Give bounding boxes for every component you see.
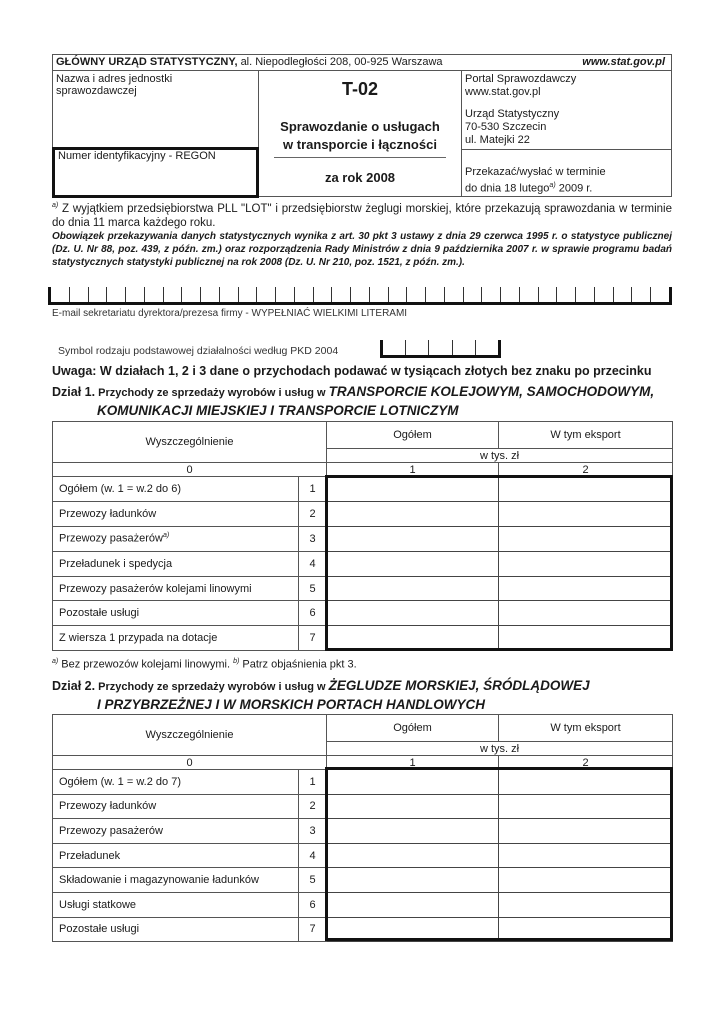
section-title: TRANSPORCIE KOLEJOWYM, SAMOCHODOWYM, [328,384,655,399]
row-label-text: Przewozy pasażerów [59,533,163,546]
divider [462,149,671,150]
section1-footnotes [52,658,357,671]
row-label [53,868,299,893]
note: Uwaga: W działach 1, 2 i 3 dane o przychodach podawać w tysiącach złotych bez znaku po przecinku [52,364,652,378]
row-label-text: Przewozy pasażerów [59,824,163,837]
unit-label: w tys. zł [327,449,673,463]
email-label: E-mail sekretariatu dyrektora/prezesa firmy - WYPEŁNIAĆ WIELKIMI LITERAMI [52,308,408,319]
pkd-label: Symbol rodzaju podstawowej działalności według PKD 2004 [58,345,339,357]
export-input[interactable] [499,576,673,601]
legal-notice: Obowiązek przekazywania danych statystycznych wynika z art. 30 pkt 3 ustawy z dnia 29 czerwca 1995 r. o statystyce publicznej (Dz. U. Nr 88, poz. 439, z późn. zm.) oraz rozporządzenia Rady Ministrów z dnia 9 października 2007 r. w sprawie programu badań statystycznych statystyki publicznej na rok 2008 (Dz. U. Nr 210, poz. 1521, z późn. zm.). [52,231,672,268]
export-input[interactable] [499,819,673,844]
comb-cell[interactable] [445,287,464,302]
row-label-text: Składowanie i magazynowanie ładunków [59,874,259,887]
comb-cell[interactable] [201,287,220,302]
comb-cell[interactable] [383,340,406,355]
col-header-export: W tym eksport [499,715,673,742]
section1-table [52,421,673,651]
comb-cell[interactable] [276,287,295,302]
row-number: 7 [299,626,327,651]
comb-cell[interactable] [314,287,333,302]
footnote-text: Z wyjątkiem przedsiębiorstwa PLL "LOT" i przedsiębiorstw żeglugi morskiej, które przekazują sprawozdania w terminie do dnia 11 marca każdego roku. [52,202,672,229]
total-input[interactable] [327,819,499,844]
unit-label: w tys. zł [327,742,673,756]
section-intro: Przychody ze sprzedaży wyrobów i usług w [95,387,329,399]
section1-heading [52,383,654,420]
form-name-line: w transporcie i łączności [283,137,437,152]
footnote-ref: a) [162,532,170,540]
row-label-text: Przewozy ładunków [59,800,157,813]
row-label [53,601,299,626]
row-number: 4 [299,843,327,868]
row-number: 5 [299,868,327,893]
comb-cell[interactable] [482,287,501,302]
divider [274,157,446,158]
section-intro: Przychody ze sprzedaży wyrobów i usług w [95,681,329,693]
col-header-total: Ogółem [327,422,499,449]
total-input[interactable] [327,917,499,942]
comb-cell[interactable] [295,287,314,302]
comb-cell[interactable] [539,287,558,302]
export-input[interactable] [499,551,673,576]
section-title: I PRZYBRZEŻNEJ I W MORSKICH PORTACH HANDLOWYCH [97,697,485,712]
export-input[interactable] [499,868,673,893]
col-index: 1 [327,463,499,477]
row-label [53,794,299,819]
deadline-date: do dnia 18 lutego [465,182,550,195]
comb-cell[interactable] [576,287,595,302]
total-input[interactable] [327,868,499,893]
row-number: 1 [299,477,327,502]
comb-cell[interactable] [651,287,669,302]
total-input[interactable] [327,501,499,526]
office-street: ul. Matejki 22 [465,134,530,146]
footnote-ref: a) [549,182,556,189]
comb-cell[interactable] [107,287,126,302]
row-number: 2 [299,794,327,819]
comb-cell[interactable] [145,287,164,302]
row-number: 6 [299,892,327,917]
comb-cell[interactable] [426,287,445,302]
row-label [53,501,299,526]
comb-cell[interactable] [89,287,108,302]
recipient-info [461,71,671,196]
comb-cell[interactable] [70,287,89,302]
comb-cell[interactable] [476,340,498,355]
table-row [53,892,673,917]
deadline-year: 2009 r. [555,182,593,195]
col-index: 2 [499,463,673,477]
footnote-text: Bez przewozów kolejami linowymi. [58,658,234,671]
section-number: Dział 1. [52,385,96,399]
comb-cell[interactable] [257,287,276,302]
row-label-text: Ogółem (w. 1 = w.2 do 7) [59,775,181,788]
table-row [53,770,673,795]
comb-cell[interactable] [332,287,351,302]
section-title: KOMUNIKACJI MIEJSKIEJ I TRANSPORCIE LOTNICZYM [97,403,459,418]
export-input[interactable] [499,892,673,917]
comb-cell[interactable] [614,287,633,302]
table-row [53,868,673,893]
office-city: 70-530 Szczecin [465,121,547,133]
col-header-export: W tym eksport [499,422,673,449]
comb-cell[interactable] [464,287,483,302]
org-name: GŁÓWNY URZĄD STATYSTYCZNY, [56,56,238,68]
row-label-text: Przewozy ładunków [59,507,157,520]
comb-cell[interactable] [389,287,408,302]
org-address: al. Niepodległości 208, 00-925 Warszawa [240,56,443,68]
table-row [53,501,673,526]
col-index: 2 [499,756,673,770]
comb-cell[interactable] [595,287,614,302]
form-identity [259,71,461,196]
comb-cell[interactable] [351,287,370,302]
comb-cell[interactable] [520,287,539,302]
export-input[interactable] [499,843,673,868]
row-number: 3 [299,526,327,551]
unit-label: Nazwa i adres jednostki sprawozdawczej [56,73,173,97]
table-row [53,477,673,502]
row-label [53,477,299,502]
row-label-text: Pozostałe usługi [59,923,140,936]
comb-cell[interactable] [632,287,651,302]
total-input[interactable] [327,626,499,651]
row-label-text: Przeładunek [59,849,121,862]
col-header-desc: Wyszczególnienie [53,422,327,463]
deadline-line: Przekazać/wysłać w terminie [465,166,606,178]
comb-cell[interactable] [164,287,183,302]
comb-cell[interactable] [370,287,389,302]
row-number: 5 [299,576,327,601]
total-input[interactable] [327,794,499,819]
row-number: 7 [299,917,327,942]
row-label-text: Przeładunek i spedycja [59,557,173,570]
col-header-total: Ogółem [327,715,499,742]
total-input[interactable] [327,477,499,502]
row-label-text: Przewozy pasażerów kolejami linowymi [59,582,252,595]
comb-cell[interactable] [501,287,520,302]
total-input[interactable] [327,770,499,795]
export-input[interactable] [499,794,673,819]
comb-cell[interactable] [182,287,201,302]
col-index: 0 [53,463,327,477]
comb-cell[interactable] [220,287,239,302]
export-input[interactable] [499,526,673,551]
total-input[interactable] [327,551,499,576]
col-index: 0 [53,756,327,770]
row-number: 3 [299,819,327,844]
comb-cell[interactable] [407,287,426,302]
row-label [53,892,299,917]
comb-cell[interactable] [126,287,145,302]
unit-name-field[interactable] [53,71,259,196]
total-input[interactable] [327,601,499,626]
footnote-a [52,199,672,230]
row-label-text: Pozostałe usługi [59,607,140,620]
comb-cell[interactable] [453,340,476,355]
office-name: Urząd Statystyczny [465,108,560,120]
row-label-text: Usługi statkowe [59,898,137,911]
header-title [53,55,671,71]
row-label [53,843,299,868]
row-label [53,770,299,795]
row-label [53,526,299,551]
table-row [53,917,673,942]
portal-label: Portal Sprawozdawczy [465,73,577,85]
row-label-text: Z wiersza 1 przypada na dotacje [59,632,218,645]
total-input[interactable] [327,576,499,601]
comb-cell[interactable] [429,340,452,355]
row-number: 1 [299,770,327,795]
table-row [53,601,673,626]
table-row [53,551,673,576]
section-title: ŻEGLUDZE MORSKIEJ, ŚRÓDLĄDOWEJ [328,678,590,693]
row-label-text: Ogółem (w. 1 = w.2 do 6) [59,482,181,495]
export-input[interactable] [499,477,673,502]
row-number: 6 [299,601,327,626]
section-number: Dział 2. [52,679,96,693]
regon-field[interactable] [52,147,259,198]
col-index: 1 [327,756,499,770]
form-name-line: Sprawozdanie o usługach [280,119,440,134]
row-label [53,551,299,576]
row-label [53,626,299,651]
total-input[interactable] [327,892,499,917]
export-input[interactable] [499,917,673,942]
footnote-marker: a) [52,658,59,665]
col-header-desc: Wyszczególnienie [53,715,327,756]
row-number: 2 [299,501,327,526]
export-input[interactable] [499,501,673,526]
table-row [53,576,673,601]
export-input[interactable] [499,601,673,626]
footnote-marker: b) [233,658,240,665]
form-code: T-02 [341,79,379,99]
section2-heading [52,677,590,714]
table-row [53,626,673,651]
footnote-text: Patrz objaśnienia pkt 3. [239,658,357,671]
table-row [53,794,673,819]
regon-label: Numer identyfikacyjny - REGON [58,150,216,162]
row-number: 4 [299,551,327,576]
row-label [53,576,299,601]
export-input[interactable] [499,626,673,651]
comb-cell[interactable] [406,340,429,355]
export-input[interactable] [499,770,673,795]
table-row [53,843,673,868]
row-label [53,819,299,844]
pkd-input[interactable] [380,340,501,358]
table-row [53,819,673,844]
table-row [53,526,673,551]
footnote-marker: a) [52,202,59,209]
total-input[interactable] [327,843,499,868]
comb-cell[interactable] [557,287,576,302]
form-year: za rok 2008 [324,170,396,185]
website: www.stat.gov.pl [582,56,665,68]
comb-cell[interactable] [51,287,70,302]
deadline [465,166,606,196]
form-name [259,118,461,154]
comb-cell[interactable] [239,287,258,302]
total-input[interactable] [327,526,499,551]
form-header [52,54,672,197]
email-input[interactable] [48,287,672,305]
portal-url: www.stat.gov.pl [465,86,541,98]
section2-table [52,714,673,942]
row-label [53,917,299,942]
